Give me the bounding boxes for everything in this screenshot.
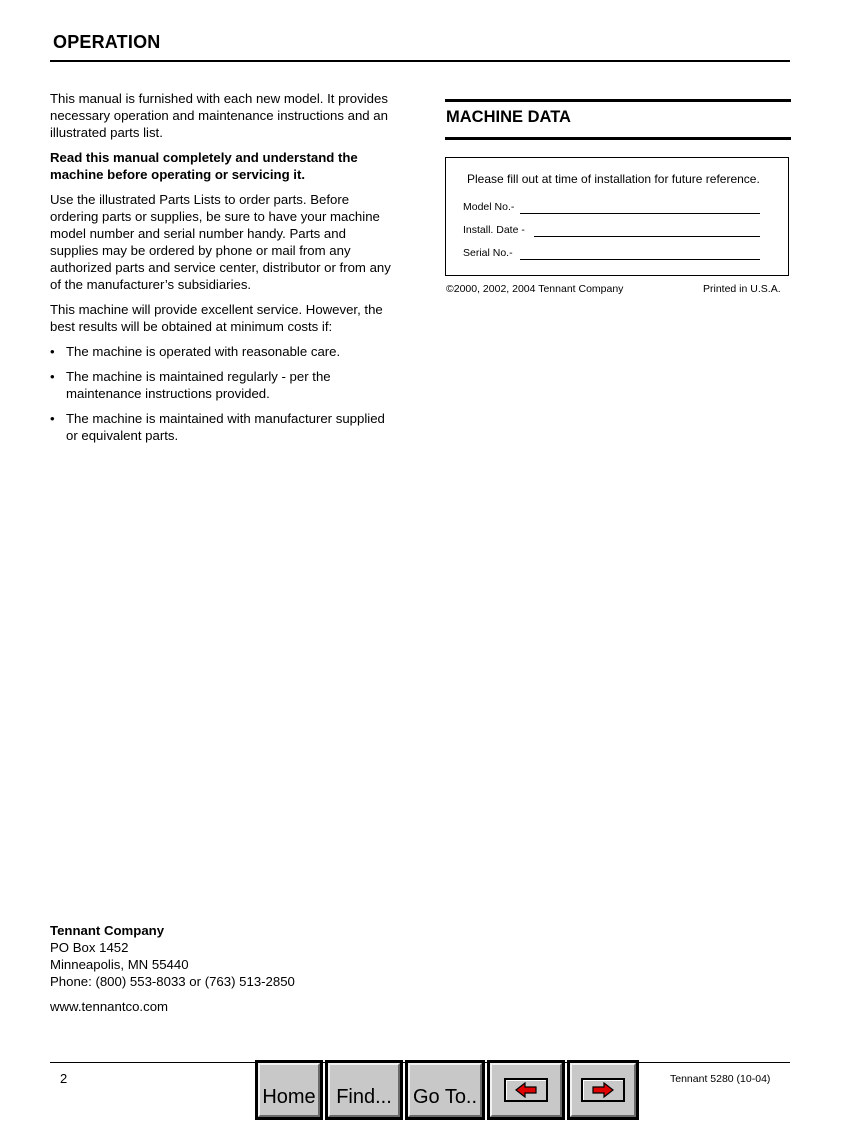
next-page-button[interactable] (567, 1060, 639, 1120)
warning-paragraph: Read this manual completely and understand the machine before operating or servicing it. (50, 150, 358, 182)
home-button[interactable] (255, 1060, 323, 1120)
page-title: OPERATION (53, 32, 161, 52)
bullet-icon: • (50, 411, 55, 426)
document-id: Tennant 5280 (10-04) (670, 1073, 771, 1085)
model-number-label: Model No.- (463, 201, 515, 213)
page-number: 2 (60, 1071, 68, 1086)
company-website[interactable]: www.tennantco.com (50, 999, 169, 1014)
install-date-field[interactable] (534, 236, 760, 237)
bullet-icon: • (50, 369, 55, 384)
find-button-label: Find... (328, 1063, 400, 1117)
right-arrow-icon (592, 1082, 614, 1098)
header-rule (50, 60, 790, 62)
company-city: Minneapolis, MN 55440 (50, 957, 189, 972)
list-item-text: The machine is maintained with manufacturer supplied or equivalent parts. (66, 411, 385, 443)
list-item-text: The machine is operated with reasonable care. (66, 344, 341, 359)
left-arrow-icon (515, 1082, 537, 1098)
model-number-field[interactable] (520, 213, 760, 214)
company-name: Tennant Company (50, 923, 165, 938)
serial-number-field[interactable] (520, 259, 760, 260)
previous-page-button[interactable] (487, 1060, 565, 1120)
intro-paragraph: This manual is furnished with each new model. It provides necessary operation and maintenance instructions and an illustrated parts list. (50, 91, 388, 140)
conditions-list (50, 343, 395, 444)
list-item (50, 410, 395, 444)
service-paragraph: This machine will provide excellent service. However, the best results will be obtained at minimum costs if: (50, 302, 383, 334)
company-po-box: PO Box 1452 (50, 940, 129, 955)
machine-data-note: Please fill out at time of installation for future reference. (467, 172, 760, 186)
list-item (50, 368, 395, 402)
parts-paragraph: Use the illustrated Parts Lists to order parts. Before ordering parts or supplies, be sure to have your machine model number and serial number handy. Parts and supplies may be ordered by phone or mail from any authorized parts and service center, distributor or from any of the manufacturer’s subsidiaries. (50, 192, 391, 292)
machine-data-bottom-rule (445, 137, 791, 140)
goto-button-label: Go To.. (408, 1063, 482, 1117)
home-button-label: Home (258, 1063, 320, 1117)
serial-number-label: Serial No.- (463, 247, 513, 259)
copyright-text: ©2000, 2002, 2004 Tennant Company (446, 283, 624, 295)
company-address (50, 922, 295, 1015)
goto-button[interactable] (405, 1060, 485, 1120)
list-item-text: The machine is maintained regularly - per the maintenance instructions provided. (66, 369, 331, 401)
body-text-column (50, 90, 395, 452)
install-date-label: Install. Date - (463, 224, 525, 236)
list-item (50, 343, 395, 360)
find-button[interactable] (325, 1060, 403, 1120)
machine-data-title: MACHINE DATA (446, 108, 571, 126)
machine-data-top-rule (445, 99, 791, 102)
printed-in-text: Printed in U.S.A. (703, 283, 781, 295)
company-phone: Phone: (800) 553-8033 or (763) 513-2850 (50, 974, 295, 989)
bullet-icon: • (50, 344, 55, 359)
